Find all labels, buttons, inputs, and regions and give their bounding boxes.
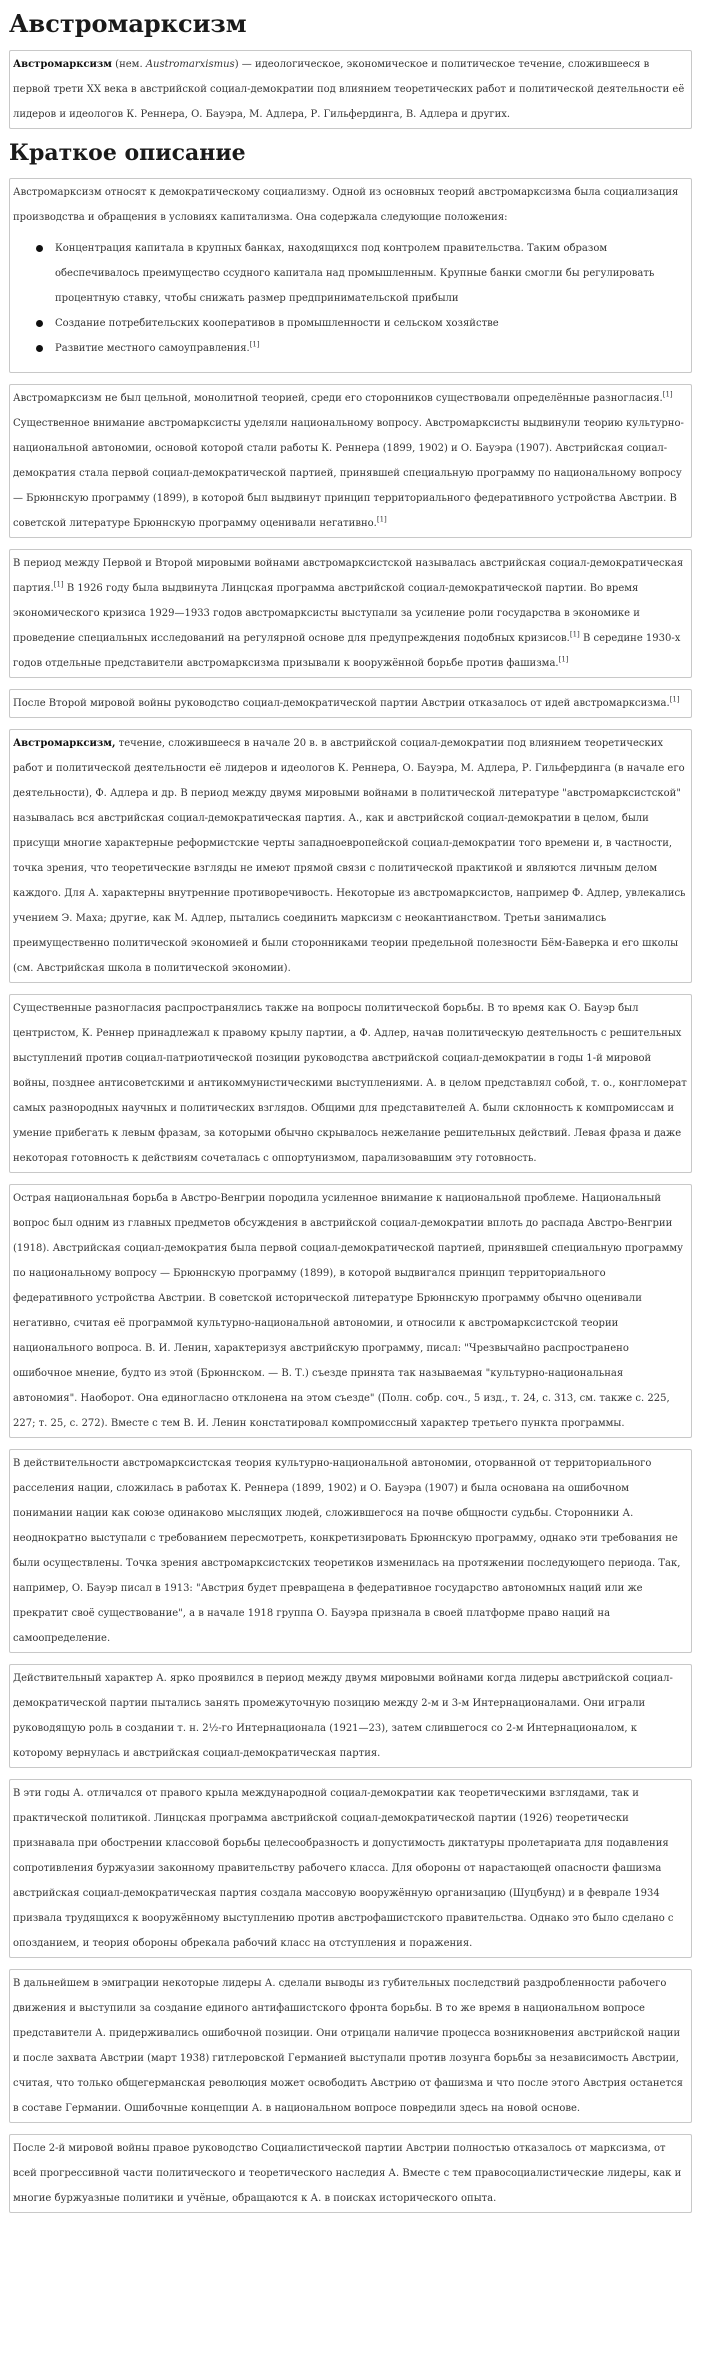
paragraph: В эти годы А. отличался от правого крыла международной социал-демократии как теоретическими взглядами, так и практической политикой. Линцская программа австрийской социал-демократической партии (1926) теоретически признавала при обострении классовой борьбы целесообразность и допустимость диктатуры пролетариата для подавления сопротивления буржуазии законному правительству рабочего класса. Для обороны от нарастающей опасности фашизма австрийская социал-демократическая партия создала массовую вооружённую организацию (Шуцбунд) и в феврале 1934 призвала трудящихся к вооружённому выступлению против австрофашистского правительства. Однако это было сделано с опозданием, и теория обороны обрекала рабочий класс на отступления и поражения. <box>13 1788 674 1949</box>
paragraph-block <box>9 1664 692 1768</box>
paragraph-block <box>9 689 692 718</box>
intro-term: Австромарксизм <box>13 59 112 70</box>
intro-alt-name: Austromarxismus <box>145 59 235 70</box>
paragraph-text: течение, сложившееся в начале 20 в. в австрийской социал-демократии под влиянием теоретических работ и политической деятельности её лидеров и идеологов К. Реннера, О. Бауэра, М. Адлера, Р. Гильфердинга (в начале его деятельности), Ф. Адлера и др. В период между двумя мировыми войнами в политической литературе "австромарксистской" называлась вся австрийская социал-демократическая партия. А., как и австрийской социал-демократии в целом, были присущи многие характерные реформистские черты западноевропейской социал-демократии того времени и, в частности, точка зрения, что теоретические взгляды не имеют прямой связи с политической практикой и являются личным делом каждого. Для А. характерны внутренние противоречивость. Некоторые из австромарксистов, например Ф. Адлер, увлекались учением Э. Маха; другие, как М. Адлер, пытались соединить марксизм с неокантианством. Третьи занимались преимущественно политической экономией и были сторонниками теории предельной полезности Бём-Баверка и его школы (см. Австрийская школа в политической экономии). <box>13 738 686 974</box>
section-heading-summary: Краткое описание <box>9 140 246 166</box>
summary-block <box>9 178 692 373</box>
footnote-ref[interactable]: [1] <box>669 695 680 704</box>
paragraph-text: В 1926 году была выдвинута Линцская программа австрийской социал-демократической партии. Во время экономического кризиса 1929—1933 годов австромарксисты выступали за усиление роли государства в экономике и проведение специальных исследований на регулярной основе для предупреждения подобных кризисов. <box>13 583 640 644</box>
paragraph <box>13 386 688 536</box>
intro-alt-prefix: (нем. <box>112 59 146 70</box>
paragraph: В дальнейшем в эмиграции некоторые лидеры А. сделали выводы из губительных последствий раздробленности рабочего движения и выступили за создание единого антифашистского фронта борьбы. В то же время в национальном вопросе представители А. придерживались ошибочной позиции. Они отрицали наличие процесса возникновения австрийской нации и после захвата Австрии (март 1938) гитлеровской Германией выступали против лозунга борьбы за независимость Австрии, считая, что только общегерманская революция может освободить Австрию от фашизма и что после этого Австрия останется в составе Германии. Ошибочные концепции А. в национальном вопросе повредили здесь на новой основе. <box>13 1978 683 2114</box>
footnote-ref[interactable]: [1] <box>569 630 580 639</box>
list-item <box>55 236 688 311</box>
paragraph-text: В середине 1930-х годов отдельные представители австромарксизма призывали к вооружённой борьбе против фашизма. <box>13 633 681 669</box>
paragraph <box>13 551 688 676</box>
intro-block <box>9 50 692 129</box>
paragraph-block <box>9 549 692 678</box>
paragraph-text: Существенное внимание австромарксисты уделяли национальному вопросу. Австромарксисты выдвинули теорию культурно-национальной автономии, основой которой стали работы К. Реннера (1899, 1902) и О. Бауэра (1907). Австрийская социал-демократия стала первой социал-демократической партией, принявшей специальную программу по национальному вопросу — Брюннскую программу (1899), в которой был выдвинут принцип территориального федеративного устройства Австрии. В советской литературе Брюннскую программу оценивали негативно. <box>13 418 684 529</box>
footnote-ref[interactable]: [1] <box>662 390 673 399</box>
paragraph: Существенные разногласия распространялись также на вопросы политической борьбы. В то время как О. Бауэр был центристом, К. Реннер принадлежал к правому крылу партии, а Ф. Адлер, начав политическую деятельность с решительных выступлений против социал-патриотической позиции руководства австрийской социал-демократии в годы 1-й мировой войны, позднее антисоветскими и антикоммунистическими выступлениями. А. в целом представлял собой, т. о., конгломерат самых разнородных научных и политических взглядов. Общими для представителей А. были склонность к компромиссам и умение прибегать к левым фразам, за которыми обычно скрывалось нежелание решительных действий. Левая фраза и даже некоторая готовность к действиям сочеталась с оппортунизмом, парализовавшим эту готовность. <box>13 1003 687 1164</box>
paragraph-block <box>9 994 692 1173</box>
paragraph-block <box>9 1184 692 1438</box>
paragraph-text: После Второй мировой войны руководство социал-демократической партии Австрии отказалось от идей австромарксизма. <box>13 698 670 709</box>
paragraph <box>13 691 688 716</box>
footnote-ref[interactable]: [1] <box>376 515 387 524</box>
paragraph: Действительный характер А. ярко проявился в период между двумя мировыми войнами когда лидеры австрийской социал-демократической партии пытались занять промежуточную позицию между 2-м и 3-м Интернационалами. Они играли руководящую роль в создании т. н. 2½-го Интернационала (1921—23), затем слившегося со 2-м Интернационалом, к которому вернулась и австрийская социал-демократическая партия. <box>13 1673 673 1759</box>
paragraph-block <box>9 2134 692 2213</box>
footnote-ref[interactable]: [1] <box>53 580 64 589</box>
list-item-text: Развитие местного самоуправления. <box>55 343 250 354</box>
bullet-icon <box>36 345 43 352</box>
list-item <box>55 336 688 361</box>
summary-intro: Австромарксизм относят к демократическому социализму. Одной из основных теорий австромарксизма была социализация производства и обращения в условиях капитализма. Она содержала следующие положения: <box>13 187 679 223</box>
summary-list <box>13 236 688 361</box>
intro-paragraph <box>13 52 688 127</box>
footnote-ref[interactable]: [1] <box>249 340 260 349</box>
bullet-icon <box>36 320 43 327</box>
paragraph-block <box>9 1449 692 1653</box>
paragraph-text: В период между Первой и Второй мировыми войнами австромарксистской называлась австрийская социал-демократическая партия. <box>13 558 684 594</box>
paragraph-text: Австромарксизм не был цельной, монолитной теорией, среди его сторонников существовали определённые разногласия. <box>13 393 663 404</box>
paragraph-lead-term: Австромарксизм, <box>13 738 116 749</box>
list-item-text: Концентрация капитала в крупных банках, находящихся под контролем правительства. Таким образом обеспечивалось преимущество ссудного капитала над промышленным. Крупные банки смогли бы регулировать процентную ставку, чтобы снижать размер предпринимательской прибыли <box>55 243 655 304</box>
paragraph: Острая национальная борьба в Австро-Венгрии породила усиленное внимание к национальной проблеме. Национальный вопрос был одним из главных предметов обсуждения в австрийской социал-демократии вплоть до распада Австро-Венгрии (1918). Австрийская социал-демократия была первой социал-демократической партией, принявшей специальную программу по национальному вопросу — Брюннскую программу (1899), в которой выдвигался принцип территориального федеративного устройства Австрии. В советской исторической литературе Брюннскую программу обычно оценивали негативно, считая её программой культурно-национальной автономии, и относили к австромарксистской теории национального вопроса. В. И. Ленин, характеризуя австрийскую программу, писал: "Чрезвычайно распространено ошибочное мнение, будто из этой (Брюннском. — В. Т.) съезде принята так называемая "культурно-национальная автономия". Наоборот. Она единогласно отклонена на этом съезде" (Полн. собр. соч., 5 изд., т. 24, с. 313, см. также с. 225, 227; т. 25, с. 272). Вместе с тем В. И. Ленин констатировал компромиссный характер третьего пункта программы. <box>13 1193 684 1429</box>
list-item-text: Создание потребительских кооперативов в промышленности и сельском хозяйстве <box>55 318 499 329</box>
list-item <box>55 311 688 336</box>
paragraph-block <box>9 729 692 983</box>
page-title: Австромарксизм <box>9 9 247 38</box>
paragraph-block <box>9 1779 692 1958</box>
paragraph-block <box>9 1969 692 2123</box>
paragraph: В действительности австромарксистская теория культурно-национальной автономии, оторванной от территориального расселения нации, сложилась в работах К. Реннера (1899, 1902) и О. Бауэра (1907) и была основана на ошибочном понимании нации как союзе одинаково мыслящих людей, сложившегося на почве общности судьбы. Сторонники А. неоднократно выступали с требованием пересмотреть, конкретизировать Брюннскую программу, однако эти требования не были осуществлены. Точка зрения австромарксистских теоретиков изменилась на протяжении последующего периода. Так, например, О. Бауэр писал в 1913: "Австрия будет превращена в федеративное государство автономных наций или же прекратит своё существование", а в начале 1918 группа О. Бауэра признала в своей платформе право наций на самоопределение. <box>13 1458 681 1644</box>
footnote-ref[interactable]: [1] <box>558 655 569 664</box>
paragraph: После 2-й мировой войны правое руководство Социалистической партии Австрии полностью отказалось от марксизма, от всей прогрессивной части политического и теоретического наследия А. Вместе с тем правосоциалистические лидеры, как и многие буржуазные политики и учёные, обращаются к А. в поисках исторического опыта. <box>13 2143 682 2204</box>
intro-text: ) — идеологическое, экономическое и политическое течение, сложившееся в первой трети XX века в австрийской социал-демократии под влиянием теоретических работ и политической деятельности её лидеров и идеологов К. Реннера, О. Бауэра, М. Адлера, Р. Гильфердинга, В. Адлера и других. <box>13 59 685 120</box>
paragraph <box>13 731 688 981</box>
bullet-icon <box>36 245 43 252</box>
paragraph-block <box>9 384 692 538</box>
